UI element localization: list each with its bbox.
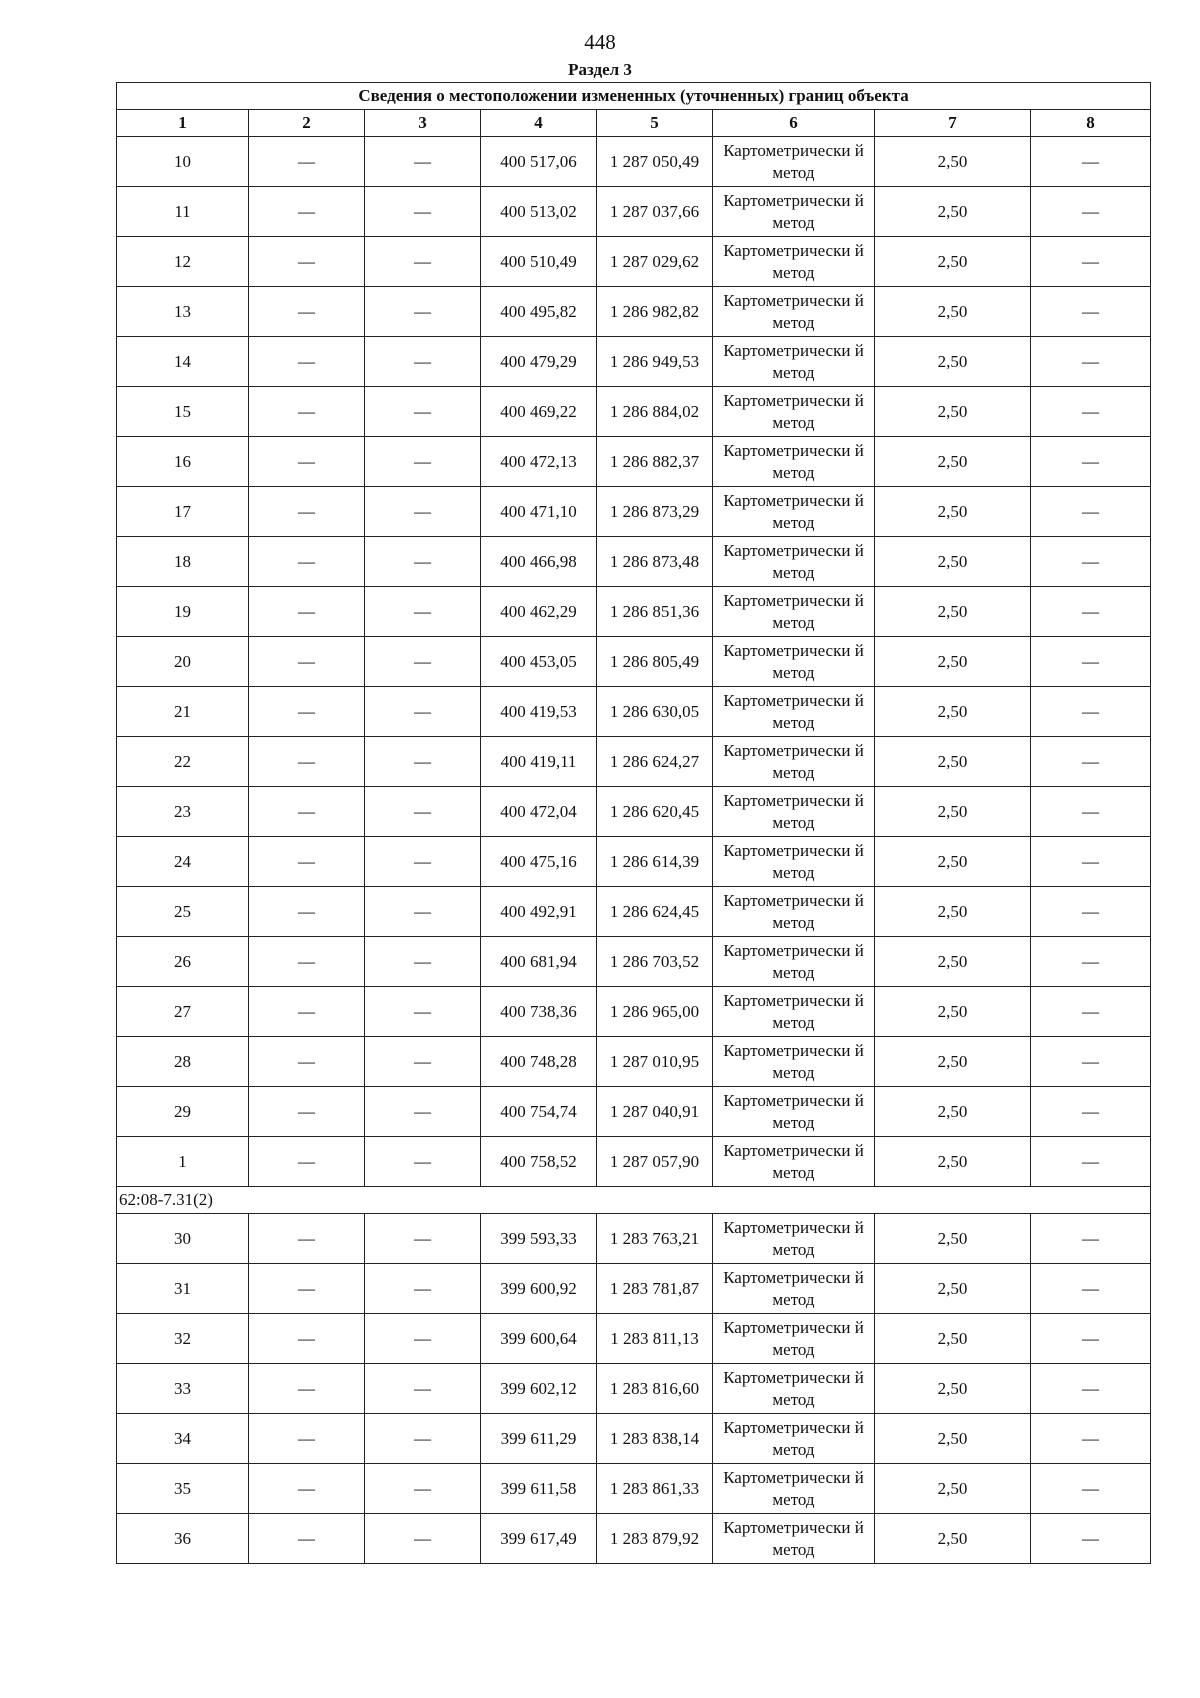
coordinate-x: 400 517,06 [481,137,597,187]
table-row [117,1214,1151,1264]
cell-col-2: — [249,137,365,187]
cell-col-2: — [249,237,365,287]
table-row [117,487,1151,537]
point-number: 27 [117,987,249,1037]
cell-col-2: — [249,1464,365,1514]
cell-col-3: — [365,887,481,937]
coordinate-y: 1 286 982,82 [597,287,713,337]
table-row [117,1264,1151,1314]
accuracy-cell: 2,50 [875,837,1031,887]
coordinate-x: 400 466,98 [481,537,597,587]
cell-col-2: — [249,1087,365,1137]
cell-col-2: — [249,1514,365,1564]
point-number: 30 [117,1214,249,1264]
coordinate-y: 1 286 614,39 [597,837,713,887]
point-number: 29 [117,1087,249,1137]
table-row [117,337,1151,387]
cell-col-3: — [365,387,481,437]
accuracy-cell: 2,50 [875,1364,1031,1414]
table-row [117,1137,1151,1187]
cell-col-2: — [249,487,365,537]
method-cell: Картометрически й метод [713,1464,875,1514]
table-row [117,437,1151,487]
accuracy-cell: 2,50 [875,1214,1031,1264]
method-cell: Картометрически й метод [713,587,875,637]
cell-col-8: — [1031,587,1151,637]
point-number: 15 [117,387,249,437]
cell-col-8: — [1031,287,1151,337]
cell-col-8: — [1031,737,1151,787]
column-header-row [117,110,1151,137]
cell-col-2: — [249,1037,365,1087]
cell-col-3: — [365,137,481,187]
coordinate-x: 400 419,53 [481,687,597,737]
cell-col-3: — [365,287,481,337]
coordinate-x: 400 681,94 [481,937,597,987]
coordinate-y: 1 286 882,37 [597,437,713,487]
table-row [117,1314,1151,1364]
coordinate-y: 1 286 965,00 [597,987,713,1037]
accuracy-cell: 2,50 [875,1037,1031,1087]
coordinate-y: 1 283 811,13 [597,1314,713,1364]
accuracy-cell: 2,50 [875,487,1031,537]
cell-col-2: — [249,387,365,437]
method-cell: Картометрически й метод [713,637,875,687]
coordinate-y: 1 286 851,36 [597,587,713,637]
method-cell: Картометрически й метод [713,1514,875,1564]
accuracy-cell: 2,50 [875,1087,1031,1137]
cell-col-8: — [1031,187,1151,237]
cell-col-2: — [249,1264,365,1314]
cell-col-8: — [1031,1214,1151,1264]
coordinate-y: 1 287 029,62 [597,237,713,287]
method-cell: Картометрически й метод [713,837,875,887]
coordinate-y: 1 287 010,95 [597,1037,713,1087]
table-row [117,887,1151,937]
cell-col-3: — [365,837,481,887]
accuracy-cell: 2,50 [875,587,1031,637]
point-number: 16 [117,437,249,487]
cell-col-8: — [1031,1087,1151,1137]
coordinate-y: 1 286 620,45 [597,787,713,837]
cell-col-3: — [365,187,481,237]
cell-col-3: — [365,537,481,587]
cell-col-3: — [365,687,481,737]
column-header: 3 [365,110,481,137]
cell-col-3: — [365,787,481,837]
coordinate-x: 399 611,29 [481,1414,597,1464]
cell-col-8: — [1031,1414,1151,1464]
coordinate-x: 399 611,58 [481,1464,597,1514]
point-number: 13 [117,287,249,337]
table-row [117,937,1151,987]
accuracy-cell: 2,50 [875,987,1031,1037]
cell-col-3: — [365,1264,481,1314]
accuracy-cell: 2,50 [875,1464,1031,1514]
cell-col-2: — [249,1137,365,1187]
coordinate-x: 400 510,49 [481,237,597,287]
point-number: 25 [117,887,249,937]
point-number: 35 [117,1464,249,1514]
cell-col-8: — [1031,937,1151,987]
method-cell: Картометрически й метод [713,887,875,937]
table-body [117,83,1151,1564]
cell-col-8: — [1031,237,1151,287]
table-row [117,287,1151,337]
coordinate-y: 1 287 037,66 [597,187,713,237]
table-caption-row [117,83,1151,110]
coordinate-x: 400 462,29 [481,587,597,637]
column-header: 2 [249,110,365,137]
method-cell: Картометрически й метод [713,187,875,237]
cell-col-2: — [249,187,365,237]
cell-col-8: — [1031,787,1151,837]
table-row [117,1087,1151,1137]
cell-col-2: — [249,1364,365,1414]
cell-col-8: — [1031,1514,1151,1564]
coordinate-x: 400 475,16 [481,837,597,887]
accuracy-cell: 2,50 [875,1414,1031,1464]
coordinate-y: 1 286 805,49 [597,637,713,687]
cell-col-8: — [1031,1037,1151,1087]
cell-col-3: — [365,587,481,637]
column-header: 6 [713,110,875,137]
cell-col-3: — [365,1514,481,1564]
method-cell: Картометрически й метод [713,487,875,537]
accuracy-cell: 2,50 [875,1264,1031,1314]
cell-col-2: — [249,987,365,1037]
point-number: 36 [117,1514,249,1564]
method-cell: Картометрически й метод [713,687,875,737]
cell-col-3: — [365,1364,481,1414]
coordinate-x: 399 593,33 [481,1214,597,1264]
accuracy-cell: 2,50 [875,637,1031,687]
accuracy-cell: 2,50 [875,537,1031,587]
cell-col-2: — [249,737,365,787]
method-cell: Картометрически й метод [713,1364,875,1414]
coordinate-x: 399 602,12 [481,1364,597,1414]
cell-col-3: — [365,987,481,1037]
column-header: 5 [597,110,713,137]
table-row [117,1414,1151,1464]
coordinate-y: 1 286 884,02 [597,387,713,437]
point-number: 17 [117,487,249,537]
cell-col-8: — [1031,1364,1151,1414]
accuracy-cell: 2,50 [875,1314,1031,1364]
point-number: 24 [117,837,249,887]
coordinate-x: 400 754,74 [481,1087,597,1137]
cell-col-3: — [365,1214,481,1264]
coordinate-y: 1 287 050,49 [597,137,713,187]
cell-col-8: — [1031,837,1151,887]
method-cell: Картометрически й метод [713,787,875,837]
cell-col-2: — [249,537,365,587]
cell-col-2: — [249,1214,365,1264]
cell-col-2: — [249,687,365,737]
cell-col-8: — [1031,887,1151,937]
cell-col-2: — [249,437,365,487]
cell-col-8: — [1031,1137,1151,1187]
table-row [117,737,1151,787]
table-row [117,1514,1151,1564]
method-cell: Картометрически й метод [713,1314,875,1364]
accuracy-cell: 2,50 [875,187,1031,237]
point-number: 14 [117,337,249,387]
method-cell: Картометрически й метод [713,337,875,387]
cell-col-3: — [365,637,481,687]
coordinate-x: 400 492,91 [481,887,597,937]
cell-col-3: — [365,487,481,537]
column-header: 8 [1031,110,1151,137]
method-cell: Картометрически й метод [713,737,875,787]
cell-col-3: — [365,1037,481,1087]
method-cell: Картометрически й метод [713,1414,875,1464]
point-number: 26 [117,937,249,987]
coordinate-x: 400 738,36 [481,987,597,1037]
page-number: 448 [584,30,616,54]
cell-col-3: — [365,1414,481,1464]
coordinates-table [116,82,1151,1564]
point-number: 1 [117,1137,249,1187]
point-number: 10 [117,137,249,187]
table-row [117,637,1151,687]
cell-col-8: — [1031,337,1151,387]
point-number: 18 [117,537,249,587]
coordinate-y: 1 283 781,87 [597,1264,713,1314]
cell-col-2: — [249,837,365,887]
coordinate-x: 400 472,04 [481,787,597,837]
coordinate-x: 400 479,29 [481,337,597,387]
table-row [117,137,1151,187]
accuracy-cell: 2,50 [875,337,1031,387]
accuracy-cell: 2,50 [875,137,1031,187]
coordinate-y: 1 286 873,48 [597,537,713,587]
table-row [117,387,1151,437]
coordinate-x: 399 617,49 [481,1514,597,1564]
table-row [117,837,1151,887]
method-cell: Картометрически й метод [713,987,875,1037]
accuracy-cell: 2,50 [875,437,1031,487]
coordinate-x: 400 419,11 [481,737,597,787]
cell-col-2: — [249,637,365,687]
coordinate-y: 1 286 624,45 [597,887,713,937]
point-number: 11 [117,187,249,237]
table-row [117,537,1151,587]
method-cell: Картометрически й метод [713,1087,875,1137]
table-row [117,787,1151,837]
cell-col-3: — [365,337,481,387]
coordinate-x: 400 758,52 [481,1137,597,1187]
point-number: 23 [117,787,249,837]
cell-col-2: — [249,787,365,837]
coordinate-x: 400 495,82 [481,287,597,337]
table-row [117,1464,1151,1514]
point-number: 28 [117,1037,249,1087]
coordinate-y: 1 283 763,21 [597,1214,713,1264]
coordinate-x: 399 600,64 [481,1314,597,1364]
cell-col-8: — [1031,1264,1151,1314]
cell-col-8: — [1031,537,1151,587]
cell-col-8: — [1031,1464,1151,1514]
point-number: 32 [117,1314,249,1364]
table-row [117,987,1151,1037]
cell-col-2: — [249,1414,365,1464]
accuracy-cell: 2,50 [875,937,1031,987]
method-cell: Картометрически й метод [713,1037,875,1087]
cell-col-2: — [249,287,365,337]
coordinate-y: 1 283 879,92 [597,1514,713,1564]
cell-col-2: — [249,887,365,937]
point-number: 19 [117,587,249,637]
method-cell: Картометрически й метод [713,1214,875,1264]
cell-col-2: — [249,937,365,987]
cell-col-8: — [1031,637,1151,687]
section-title: Раздел 3 [568,60,632,79]
accuracy-cell: 2,50 [875,787,1031,837]
point-number: 21 [117,687,249,737]
point-number: 12 [117,237,249,287]
coordinate-y: 1 287 057,90 [597,1137,713,1187]
method-cell: Картометрически й метод [713,137,875,187]
method-cell: Картометрически й метод [713,437,875,487]
cell-col-3: — [365,1464,481,1514]
accuracy-cell: 2,50 [875,287,1031,337]
accuracy-cell: 2,50 [875,687,1031,737]
cell-col-2: — [249,1314,365,1364]
coordinate-y: 1 286 703,52 [597,937,713,987]
column-header: 7 [875,110,1031,137]
coordinate-y: 1 283 861,33 [597,1464,713,1514]
cell-col-8: — [1031,437,1151,487]
table-row [117,1364,1151,1414]
coordinate-y: 1 286 624,27 [597,737,713,787]
coordinate-x: 400 453,05 [481,637,597,687]
cell-col-2: — [249,337,365,387]
coordinate-x: 400 472,13 [481,437,597,487]
coordinate-y: 1 283 838,14 [597,1414,713,1464]
coordinate-x: 399 600,92 [481,1264,597,1314]
cell-col-2: — [249,587,365,637]
accuracy-cell: 2,50 [875,237,1031,287]
cell-col-3: — [365,737,481,787]
table-row [117,187,1151,237]
column-header: 1 [117,110,249,137]
accuracy-cell: 2,50 [875,737,1031,787]
accuracy-cell: 2,50 [875,887,1031,937]
table-row [117,1037,1151,1087]
coordinate-x: 400 471,10 [481,487,597,537]
cell-col-8: — [1031,137,1151,187]
cell-col-8: — [1031,687,1151,737]
accuracy-cell: 2,50 [875,387,1031,437]
method-cell: Картометрически й метод [713,387,875,437]
coordinate-y: 1 286 873,29 [597,487,713,537]
cell-col-3: — [365,437,481,487]
table-row [117,587,1151,637]
cell-col-8: — [1031,987,1151,1037]
method-cell: Картометрически й метод [713,237,875,287]
method-cell: Картометрически й метод [713,1264,875,1314]
method-cell: Картометрически й метод [713,537,875,587]
point-number: 34 [117,1414,249,1464]
accuracy-cell: 2,50 [875,1137,1031,1187]
group-row [117,1187,1151,1214]
method-cell: Картометрически й метод [713,937,875,987]
group-label: 62:08-7.31(2) [117,1187,1151,1214]
accuracy-cell: 2,50 [875,1514,1031,1564]
coordinate-y: 1 286 630,05 [597,687,713,737]
point-number: 33 [117,1364,249,1414]
cell-col-3: — [365,937,481,987]
cell-col-8: — [1031,387,1151,437]
table-row [117,687,1151,737]
cell-col-8: — [1031,487,1151,537]
cell-col-8: — [1031,1314,1151,1364]
method-cell: Картометрически й метод [713,1137,875,1187]
point-number: 31 [117,1264,249,1314]
cell-col-3: — [365,237,481,287]
coordinate-y: 1 286 949,53 [597,337,713,387]
table-row [117,237,1151,287]
column-header: 4 [481,110,597,137]
coordinate-x: 400 748,28 [481,1037,597,1087]
table-caption: Сведения о местоположении измененных (уточненных) границ объекта [117,83,1151,110]
cell-col-3: — [365,1314,481,1364]
point-number: 20 [117,637,249,687]
coordinate-y: 1 287 040,91 [597,1087,713,1137]
cell-col-3: — [365,1087,481,1137]
coordinate-x: 400 513,02 [481,187,597,237]
coordinate-x: 400 469,22 [481,387,597,437]
point-number: 22 [117,737,249,787]
method-cell: Картометрически й метод [713,287,875,337]
coordinate-y: 1 283 816,60 [597,1364,713,1414]
cell-col-3: — [365,1137,481,1187]
